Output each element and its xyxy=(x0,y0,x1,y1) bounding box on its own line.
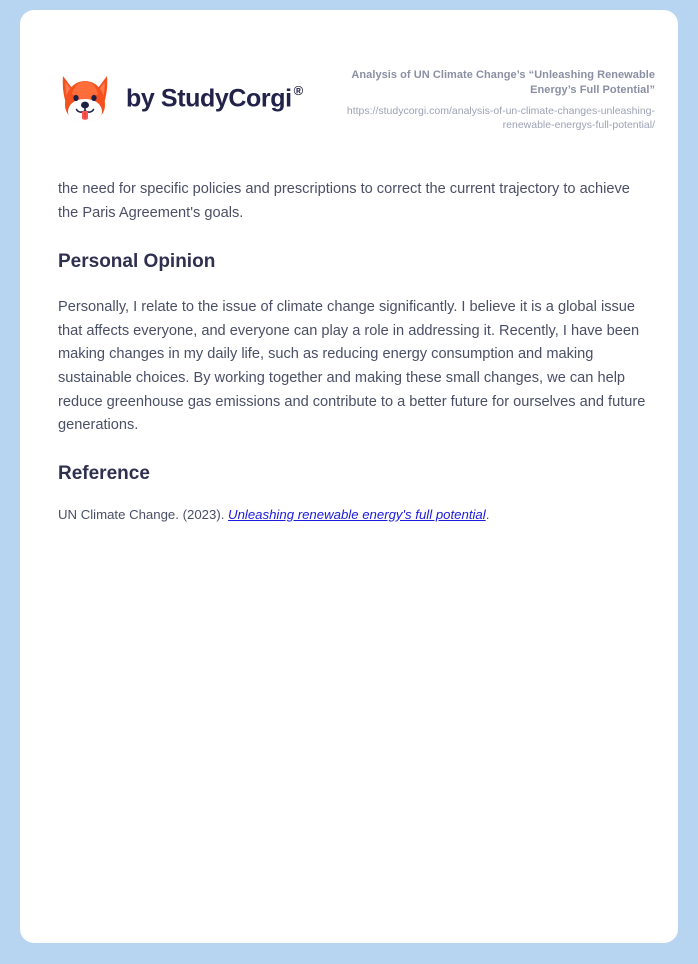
personal-opinion-paragraph: Personally, I relate to the issue of climate change significantly. I believe it is a global issue that affects everyone, and everyone can play a role in addressing it. Recently, I have been making changes in my daily life, such as reducing energy consumption and making sustainable choices. By working together and making these small changes, we can help reduce greenhouse gas emissions and contribute to a better future for ourselves and future generations. xyxy=(58,299,646,434)
reference-prefix: UN Climate Change. (2023). xyxy=(58,506,229,522)
brand-name-text: by StudyCorgi xyxy=(126,84,292,113)
page-url[interactable]: https://studycorgi.com/analysis-of-un-climate-changes-unleashing-renewable-energys-full-potential/ xyxy=(346,105,655,132)
spacer xyxy=(58,225,650,251)
header-meta-block xyxy=(310,68,655,133)
corgi-head-icon xyxy=(58,72,112,124)
reference-suffix: . xyxy=(485,506,490,522)
document-content xyxy=(58,178,650,525)
brand-wordmark xyxy=(126,83,303,113)
spacer xyxy=(58,274,650,296)
document-sheet xyxy=(20,10,678,943)
reference-entry xyxy=(58,505,650,525)
spacer xyxy=(58,486,650,505)
spacer xyxy=(58,438,650,463)
heading-reference: Reference xyxy=(58,462,150,484)
heading-personal-opinion: Personal Opinion xyxy=(58,251,216,273)
reference-link[interactable]: Unleashing renewable energy's full potential xyxy=(228,506,486,522)
document-header xyxy=(20,10,678,150)
brand-logo-block[interactable] xyxy=(58,72,303,124)
registered-trademark-icon: ® xyxy=(293,83,303,99)
page-title: Analysis of UN Climate Change’s “Unleashing Renewable Energy’s Full Potential” xyxy=(351,69,655,96)
intro-paragraph: the need for specific policies and prescriptions to correct the current trajectory to achieve the Paris Agreement's goals. xyxy=(58,181,630,221)
